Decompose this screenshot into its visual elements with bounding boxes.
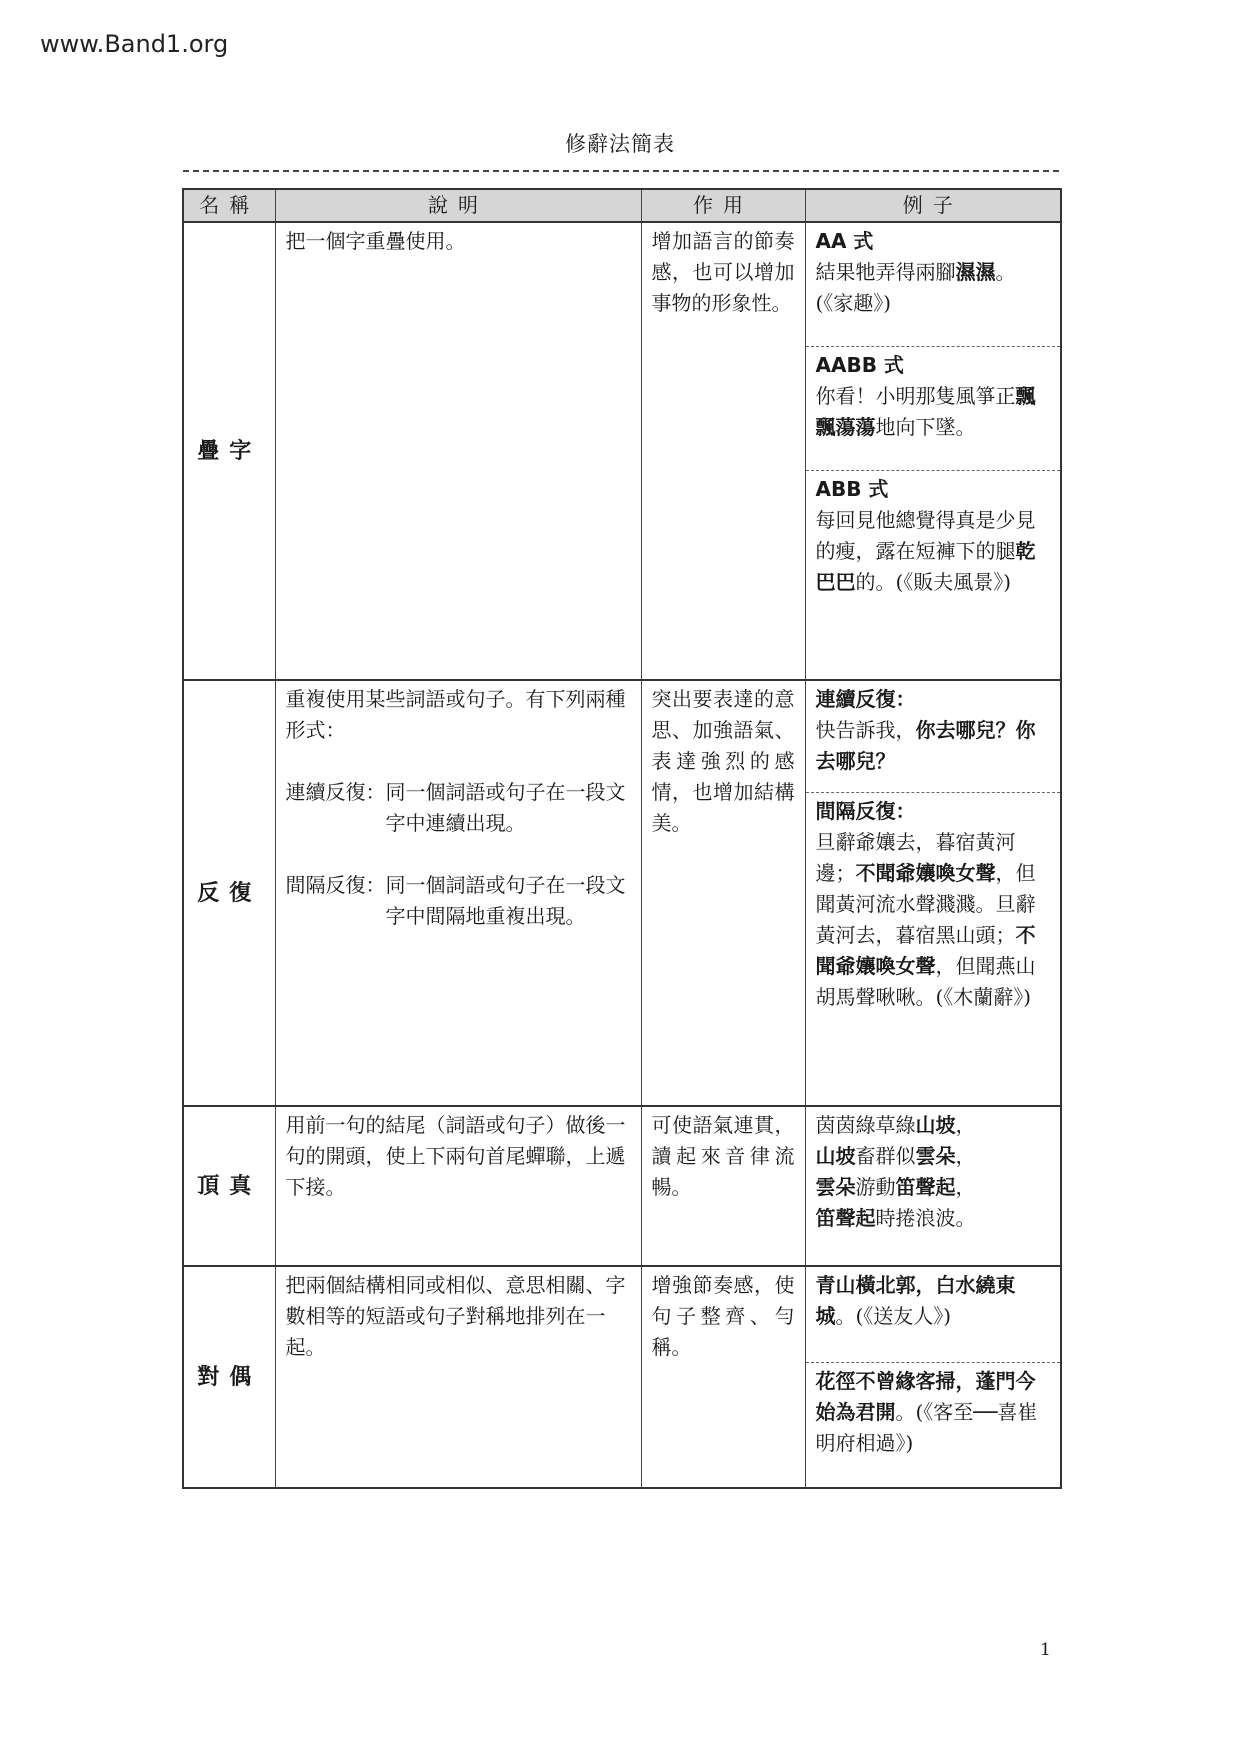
row-effect: 可使語氣連貫，讀起來音律流暢。 [641, 1106, 805, 1266]
page-number: 1 [1040, 1640, 1051, 1660]
example-heading: AA 式 [815, 229, 874, 253]
header-desc: 說明 [275, 189, 641, 222]
example-block [806, 1362, 1061, 1465]
poem-line: 茵茵綠草綠山坡， [815, 1113, 976, 1137]
rhetoric-table [182, 188, 1062, 1489]
example-text: 旦辭爺孃去，暮宿黃河邊；不聞爺孃喚女聲，但聞黃河流水聲濺濺。旦辭黃河去，暮宿黑山頭；不聞爺孃喚女聲，但聞燕山胡馬聲啾啾。(《木蘭辭》) [815, 830, 1036, 1009]
row-effect: 增強節奏感，使句子整齊、勻稱。 [641, 1266, 805, 1488]
poem-line: 山坡畜群似雲朵， [815, 1144, 976, 1168]
row-desc [275, 680, 641, 1106]
row-examples [805, 222, 1061, 680]
example-heading: 連續反復： [815, 687, 916, 711]
example-text: 你看！小明那隻風箏正飄飄蕩蕩地向下墜。 [815, 384, 1036, 439]
row-name: 疊字 [183, 222, 275, 680]
example-heading: ABB 式 [815, 477, 889, 501]
row-name: 反復 [183, 680, 275, 1106]
table-row-repetition [183, 680, 1061, 1106]
row-name: 對偶 [183, 1266, 275, 1488]
row-name: 頂真 [183, 1106, 275, 1266]
desc-intro: 重複使用某些詞語或句子。有下列兩種形式： [285, 687, 626, 742]
table-header-row [183, 189, 1061, 222]
row-effect: 突出要表達的意思、加強語氣、表達強烈的感情，也增加結構美。 [641, 680, 805, 1106]
example-block [806, 346, 1061, 470]
dashed-divider [183, 170, 1059, 172]
example-text: 快告訴我，你去哪兒？你去哪兒？ [815, 718, 1036, 773]
example-block [806, 1267, 1061, 1362]
example-text: 每回見他總覺得真是少見的瘦，露在短褲下的腿乾巴巴的。(《販夫風景》) [815, 508, 1036, 594]
site-url: www.Band1.org [40, 30, 229, 58]
example-heading: 間隔反復： [815, 799, 916, 823]
example-block [806, 681, 1061, 792]
header-example: 例子 [805, 189, 1061, 222]
row-desc: 把一個字重疊使用。 [275, 222, 641, 680]
row-desc: 把兩個結構相同或相似、意思相關、字數相等的短語或句子對稱地排列在一起。 [275, 1266, 641, 1488]
header-name: 名稱 [183, 189, 275, 222]
example-text: 花徑不曾緣客掃，蓬門今始為君開。(《客至──喜崔明府相過》) [815, 1369, 1038, 1455]
example-block [806, 470, 1061, 604]
row-desc: 用前一句的結尾（詞語或句子）做後一句的開頭，使上下兩句首尾蟬聯，上遞下接。 [275, 1106, 641, 1266]
example-block [806, 1107, 1061, 1240]
row-examples [805, 1106, 1061, 1266]
poem-line: 雲朵游動笛聲起， [815, 1175, 976, 1199]
desc-sub-item: 連續反復： 同一個詞語或句子在一段文字中連續出現。 [285, 780, 626, 835]
example-block [806, 792, 1061, 1019]
example-text: 青山橫北郭，白水繞東城。(《送友人》) [815, 1273, 1016, 1328]
page-title: 修辭法簡表 [565, 132, 675, 156]
table-row-antithesis [183, 1266, 1061, 1488]
example-text: 結果牠弄得兩腳濕濕。(《家趣》) [815, 260, 1016, 315]
example-block [806, 223, 1061, 346]
example-heading: AABB 式 [815, 353, 904, 377]
table-row-anadiplosis [183, 1106, 1061, 1266]
poem-line: 笛聲起時捲浪波。 [815, 1206, 976, 1230]
table-row-reduplication [183, 222, 1061, 680]
header-effect: 作用 [641, 189, 805, 222]
row-effect: 增加語言的節奏感，也可以增加事物的形象性。 [641, 222, 805, 680]
desc-sub-item: 間隔反復： 同一個詞語或句子在一段文字中間隔地重複出現。 [285, 873, 626, 928]
row-examples [805, 680, 1061, 1106]
row-examples [805, 1266, 1061, 1488]
